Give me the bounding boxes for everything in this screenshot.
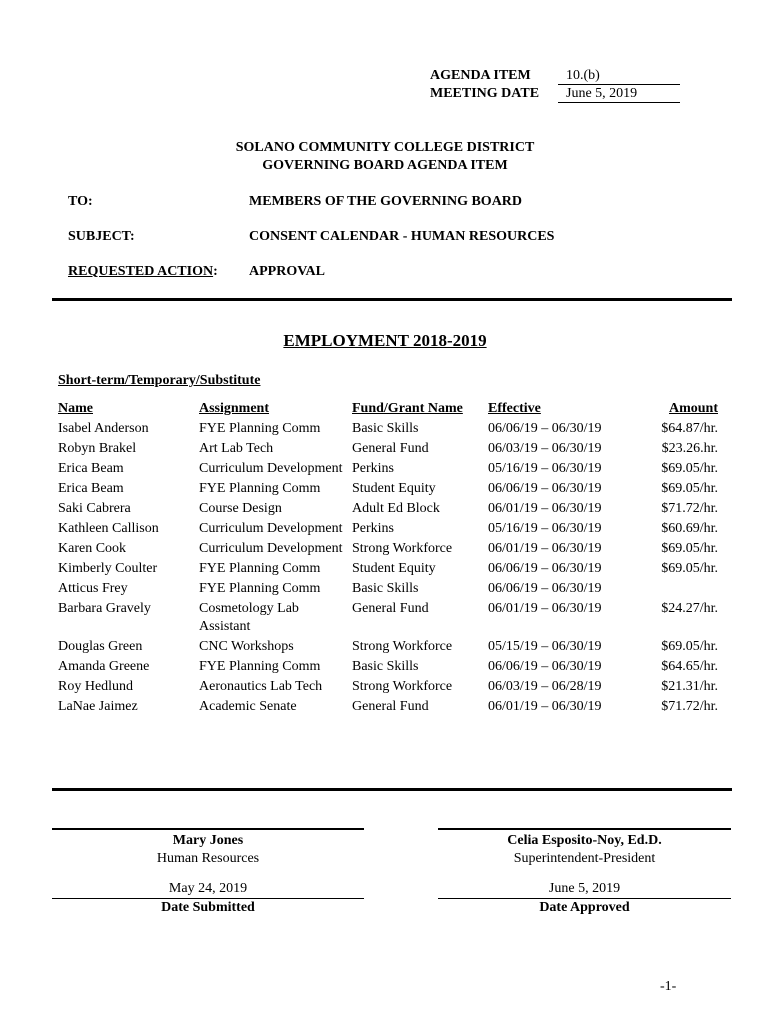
to-value: MEMBERS OF THE GOVERNING BOARD: [249, 194, 523, 209]
cell-fund: General Fund: [352, 699, 429, 714]
cell-name: Erica Beam: [58, 461, 124, 476]
cell-assignment: FYE Planning Comm: [199, 581, 321, 596]
cell-effective: 06/03/19 – 06/28/19: [488, 679, 602, 694]
table-row: [58, 580, 718, 598]
cell-assignment: FYE Planning Comm: [199, 421, 321, 436]
cell-amount: $64.87/hr.: [661, 421, 718, 436]
cell-amount: $71.72/hr.: [661, 501, 718, 516]
subject-label: SUBJECT:: [68, 229, 135, 244]
cell-effective: 06/06/19 – 06/30/19: [488, 581, 602, 596]
cell-assignment: Academic Senate: [199, 699, 297, 714]
cell-assignment: CNC Workshops: [199, 639, 294, 654]
cell-amount: $64.65/hr.: [661, 659, 718, 674]
cell-amount: $69.05/hr.: [661, 541, 718, 556]
cell-fund: Strong Workforce: [352, 679, 453, 694]
cell-assignment: Aeronautics Lab Tech: [199, 679, 323, 694]
approved-date-label: Date Approved: [539, 900, 630, 915]
cell-name: Isabel Anderson: [58, 421, 149, 436]
approver-title: Superintendent-President: [513, 851, 656, 866]
table-row: [58, 698, 718, 716]
cell-effective: 05/16/19 – 06/30/19: [488, 521, 602, 536]
cell-assignment: Curriculum Development: [199, 521, 343, 536]
cell-effective: 06/01/19 – 06/30/19: [488, 601, 602, 616]
cell-assignment: Course Design: [199, 501, 282, 516]
table-row: [58, 540, 718, 558]
table-body: [58, 420, 718, 716]
cell-fund: Student Equity: [352, 481, 436, 496]
employment-category: Short-term/Temporary/Substitute: [58, 373, 261, 388]
section-title: EMPLOYMENT 2018-2019: [283, 331, 487, 350]
requested-action-label: [68, 264, 218, 280]
section-divider-top: [52, 298, 732, 301]
cell-amount: $69.05/hr.: [661, 639, 718, 654]
cell-assignment: Art Lab Tech: [199, 441, 274, 456]
meeting-date-value: June 5, 2019: [558, 86, 680, 103]
cell-assignment: Curriculum Development: [199, 461, 343, 476]
cell-name: Kimberly Coulter: [58, 561, 158, 576]
cell-name: Roy Hedlund: [58, 679, 134, 694]
cell-name: Amanda Greene: [58, 659, 150, 674]
table-row: [58, 500, 718, 518]
cell-name: Saki Cabrera: [58, 501, 131, 516]
cell-name: Kathleen Callison: [58, 521, 159, 536]
cell-amount: $71.72/hr.: [661, 699, 718, 714]
cell-fund: Adult Ed Block: [352, 501, 440, 516]
signature-line-left: [52, 828, 364, 830]
cell-assignment: FYE Planning Comm: [199, 481, 321, 496]
cell-effective: 06/06/19 – 06/30/19: [488, 481, 602, 496]
cell-fund: General Fund: [352, 601, 429, 616]
cell-amount: $60.69/hr.: [661, 521, 718, 536]
district-name: SOLANO COMMUNITY COLLEGE DISTRICT: [235, 140, 535, 155]
cell-amount: $69.05/hr.: [661, 461, 718, 476]
submitted-date: May 24, 2019: [52, 880, 364, 899]
cell-fund: Basic Skills: [352, 421, 419, 436]
subject-value: CONSENT CALENDAR - HUMAN RESOURCES: [249, 229, 555, 244]
cell-name: Douglas Green: [58, 639, 143, 654]
table-row: [58, 638, 718, 656]
cell-assignment: FYE Planning Comm: [199, 659, 321, 674]
cell-assignment: Curriculum Development: [199, 541, 343, 556]
cell-name: Barbara Gravely: [58, 601, 151, 616]
cell-name: Erica Beam: [58, 481, 124, 496]
cell-fund: Perkins: [352, 521, 394, 536]
column-header-assignment: Assignment: [199, 401, 270, 416]
cell-amount: $23.26.hr.: [661, 441, 718, 456]
submitter-title: Human Resources: [156, 851, 260, 866]
to-label: TO:: [68, 194, 93, 209]
agenda-item-value: 10.(b): [558, 68, 680, 85]
cell-effective: 06/06/19 – 06/30/19: [488, 421, 602, 436]
cell-effective: 06/06/19 – 06/30/19: [488, 561, 602, 576]
requested-action-colon: :: [213, 264, 218, 279]
cell-effective: 06/01/19 – 06/30/19: [488, 541, 602, 556]
cell-fund: Perkins: [352, 461, 394, 476]
page-number: -1-: [660, 979, 677, 994]
table-row: [58, 520, 718, 538]
cell-effective: 06/01/19 – 06/30/19: [488, 501, 602, 516]
cell-name: Robyn Brakel: [58, 441, 137, 456]
cell-effective: 06/03/19 – 06/30/19: [488, 441, 602, 456]
cell-amount: $69.05/hr.: [661, 561, 718, 576]
table-row: [58, 560, 718, 578]
cell-name: LaNae Jaimez: [58, 699, 138, 714]
cell-name: Atticus Frey: [58, 581, 128, 596]
table-row: [58, 420, 718, 438]
column-header-effective: Effective: [488, 401, 541, 416]
table-row: [58, 460, 718, 478]
requested-action-text: REQUESTED ACTION: [68, 264, 214, 279]
column-header-name: Name: [58, 401, 93, 416]
cell-amount: [638, 580, 718, 598]
cell-effective: 06/06/19 – 06/30/19: [488, 659, 602, 674]
table-header-row: [58, 400, 718, 418]
submitter-name: Mary Jones: [172, 833, 244, 848]
cell-fund: Student Equity: [352, 561, 436, 576]
signature-block-approver: [438, 832, 731, 917]
cell-name: Karen Cook: [58, 541, 127, 556]
table-row: [58, 678, 718, 696]
requested-action-value: APPROVAL: [249, 264, 325, 279]
meeting-date-label: MEETING DATE: [430, 86, 540, 101]
table-row: [58, 600, 718, 636]
signature-block-submitter: [52, 832, 364, 917]
cell-effective: 05/16/19 – 06/30/19: [488, 461, 602, 476]
cell-fund: Strong Workforce: [352, 639, 453, 654]
table-row: [58, 440, 718, 458]
cell-fund: Basic Skills: [352, 581, 419, 596]
cell-fund: General Fund: [352, 441, 429, 456]
signature-line-right: [438, 828, 731, 830]
cell-assignment: FYE Planning Comm: [199, 561, 321, 576]
cell-amount: $24.27/hr.: [661, 601, 718, 616]
employment-table: [58, 400, 718, 718]
board-item-title: GOVERNING BOARD AGENDA ITEM: [262, 158, 508, 173]
submitted-date-label: Date Submitted: [161, 900, 255, 915]
column-header-amount: Amount: [668, 401, 718, 416]
table-row: [58, 480, 718, 498]
table-row: [58, 658, 718, 676]
column-header-fund: Fund/Grant Name: [352, 401, 463, 416]
cell-amount: $21.31/hr.: [661, 679, 718, 694]
approver-name: Celia Esposito-Noy, Ed.D.: [507, 833, 662, 848]
approved-date: June 5, 2019: [438, 880, 731, 899]
cell-fund: Basic Skills: [352, 659, 419, 674]
cell-assignment: Cosmetology Lab Assistant: [199, 601, 299, 634]
cell-amount: $69.05/hr.: [661, 481, 718, 496]
agenda-item-label: AGENDA ITEM: [430, 68, 531, 83]
section-divider-bottom: [52, 788, 732, 791]
cell-fund: Strong Workforce: [352, 541, 453, 556]
cell-effective: 05/15/19 – 06/30/19: [488, 639, 602, 654]
cell-effective: 06/01/19 – 06/30/19: [488, 699, 602, 714]
